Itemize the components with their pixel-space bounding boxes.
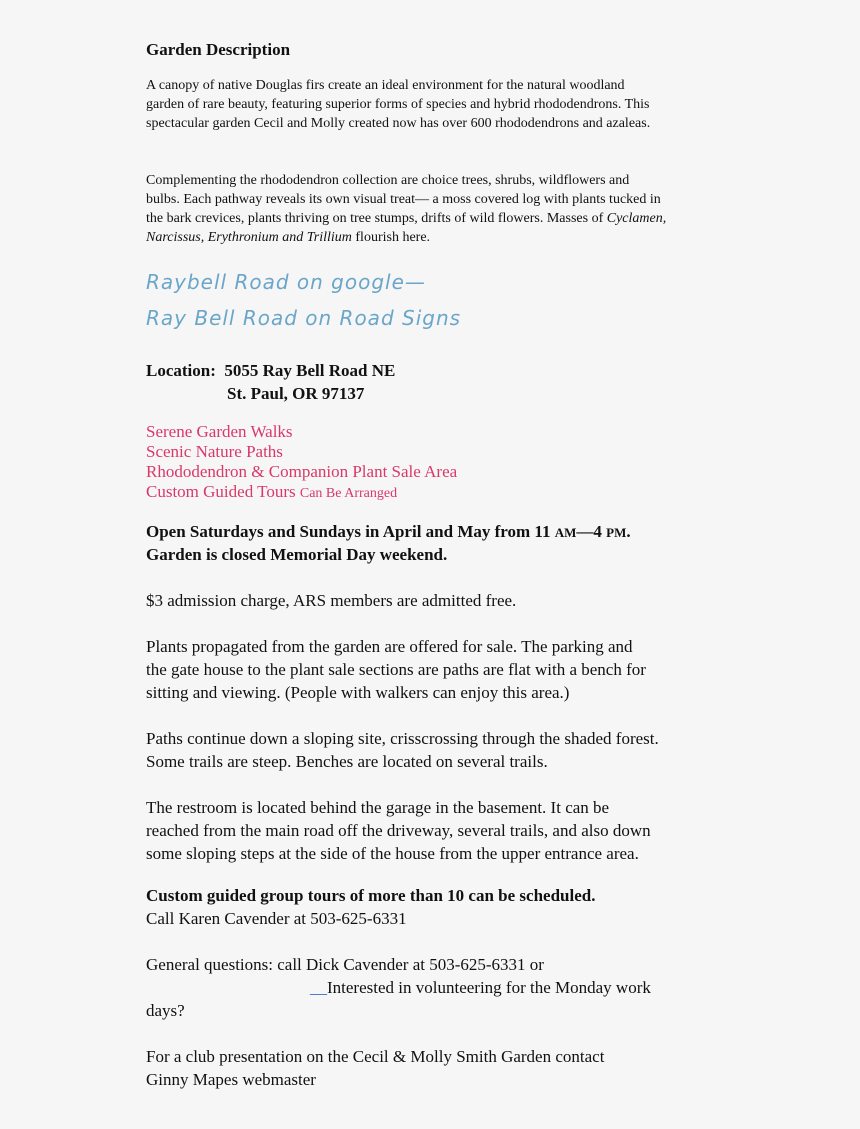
general-questions: General questions: call Dick Cavender at 503-625-6331 or bbox=[146, 955, 544, 974]
volunteer-line-end: days? bbox=[146, 1001, 185, 1020]
location-label: Location: bbox=[146, 361, 216, 380]
text-line: reached from the main road off the driveway, several trails, and also down bbox=[146, 821, 651, 840]
text-line: Plants propagated from the garden are offered for sale. The parking and bbox=[146, 637, 633, 656]
handwritten-note-line-2: Ray Bell Road on Road Signs bbox=[146, 306, 462, 330]
feature-item: Scenic Nature Paths bbox=[146, 442, 283, 461]
text-span: flourish here. bbox=[351, 230, 431, 245]
feature-item bbox=[146, 482, 397, 504]
text-line: Paths continue down a sloping site, crisscrossing through the shaded forest. bbox=[146, 729, 659, 748]
feature-note: Can Be Arranged bbox=[299, 486, 398, 501]
italic-text: Cyclamen, bbox=[606, 211, 667, 226]
hours-dash: —4 bbox=[576, 522, 607, 541]
hours-line-2: Garden is closed Memorial Day weekend. bbox=[146, 545, 448, 564]
text-line: sitting and viewing. (People with walkers can enjoy this area.) bbox=[146, 683, 570, 702]
hours-pm: PM bbox=[606, 525, 627, 540]
admission-text: $3 admission charge, ARS members are admitted free. bbox=[146, 591, 517, 610]
text-line: some sloping steps at the side of the house from the upper entrance area. bbox=[146, 844, 639, 863]
hours-am: AM bbox=[554, 525, 577, 540]
hours-text: Open Saturdays and Sundays in April and May from 11 bbox=[146, 522, 555, 541]
handwritten-note-line-1: Raybell Road on google— bbox=[146, 270, 426, 294]
tours-contact: Call Karen Cavender at 503-625-6331 bbox=[146, 909, 407, 928]
text-line: bulbs. Each pathway reveals its own visual treat— a moss covered log with plants tucked in bbox=[146, 192, 661, 207]
club-line-1: For a club presentation on the Cecil & Molly Smith Garden contact bbox=[146, 1047, 605, 1066]
feature-item: Serene Garden Walks bbox=[146, 422, 293, 441]
text-line: Complementing the rhododendron collection are choice trees, shrubs, wildflowers and bbox=[146, 173, 630, 188]
text-line: the gate house to the plant sale sections are paths are flat with a bench for bbox=[146, 660, 646, 679]
location-line bbox=[146, 359, 395, 382]
volunteer-text: Interested in volunteering for the Monday work bbox=[327, 978, 651, 997]
text-line bbox=[146, 228, 430, 247]
garden-description-heading: Garden Description bbox=[146, 40, 291, 59]
hours-line-1 bbox=[146, 520, 631, 544]
location-street: 5055 Ray Bell Road NE bbox=[224, 361, 396, 380]
italic-text: Narcissus, Erythronium and Trillium bbox=[146, 230, 352, 245]
underline-mark: __ bbox=[310, 978, 327, 997]
feature-item: Rhododendron & Companion Plant Sale Area bbox=[146, 462, 458, 481]
volunteer-line bbox=[310, 976, 651, 999]
club-line-2: Ginny Mapes webmaster bbox=[146, 1070, 316, 1089]
text-span: the bark crevices, plants thriving on tree stumps, drifts of wild flowers. Masses of bbox=[146, 211, 607, 226]
location-city: St. Paul, OR 97137 bbox=[227, 384, 365, 403]
tours-heading: Custom guided group tours of more than 10 can be scheduled. bbox=[146, 886, 596, 905]
text-line: A canopy of native Douglas firs create an ideal environment for the natural woodland bbox=[146, 78, 625, 93]
text-line: Some trails are steep. Benches are located on several trails. bbox=[146, 752, 548, 771]
text-line bbox=[146, 209, 666, 228]
hours-period: . bbox=[626, 522, 631, 541]
text-line: The restroom is located behind the garage in the basement. It can be bbox=[146, 798, 610, 817]
text-line: spectacular garden Cecil and Molly created now has over 600 rhododendrons and azaleas. bbox=[146, 116, 651, 131]
text-line: garden of rare beauty, featuring superior forms of species and hybrid rhododendrons. This bbox=[146, 97, 650, 112]
feature-main: Custom Guided Tours bbox=[146, 482, 296, 501]
